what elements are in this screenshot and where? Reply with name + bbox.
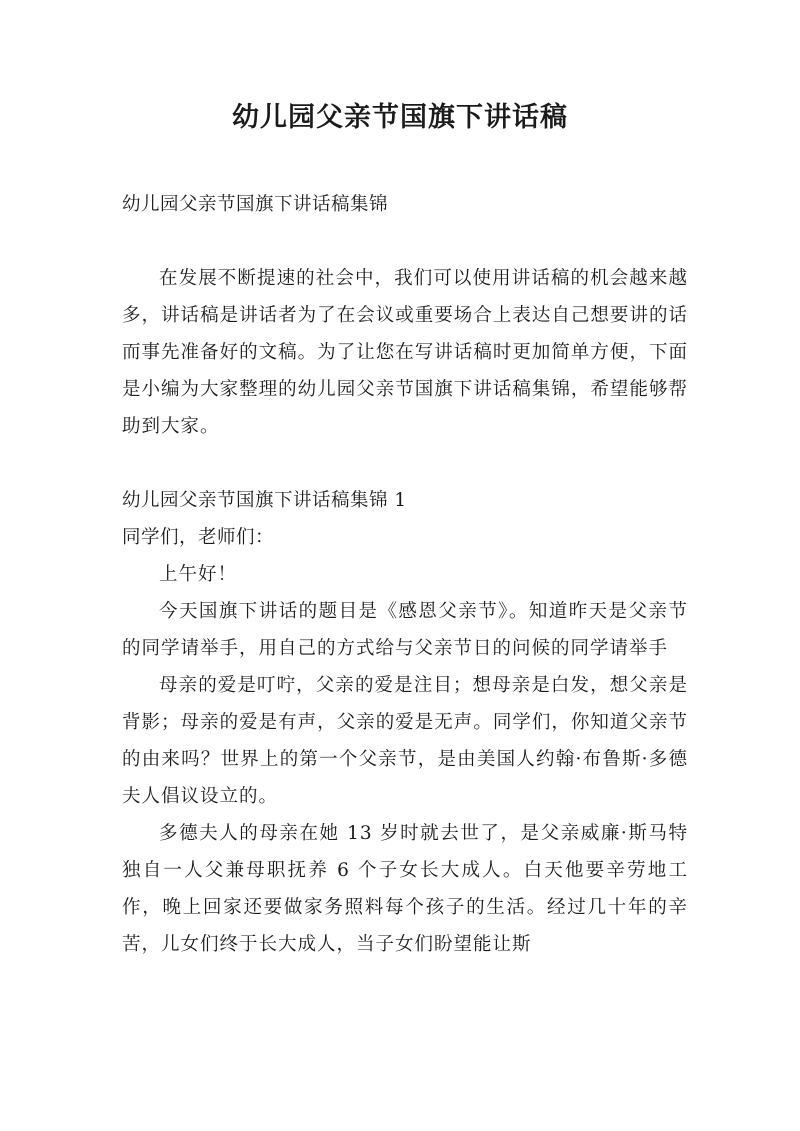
greeting: 上午好！ bbox=[159, 564, 238, 585]
document-subtitle: 幼儿园父亲节国旗下讲话稿集锦 bbox=[122, 194, 389, 215]
document-body bbox=[122, 186, 688, 963]
section-heading: 幼儿园父亲节国旗下讲话稿集锦 1 bbox=[122, 490, 407, 511]
body-paragraph: 母亲的爱是叮咛，父亲的爱是注目；想母亲是白发，想父亲是背影；母亲的爱是有声，父亲的爱是无声。同学们，你知道父亲节的由来吗？世界上的第一个父亲节，是由美国人约翰·布鲁斯·多德夫人倡议设立的。 bbox=[122, 675, 688, 807]
salutation: 同学们，老师们： bbox=[122, 527, 275, 548]
intro-paragraph: 在发展不断提速的社会中，我们可以使用讲话稿的机会越来越多，讲话稿是讲话者为了在会议或重要场合上表达自己想要讲的话而事先准备好的文稿。为了让您在写讲话稿时更加简单方便，下面是小编为大家整理的幼儿园父亲节国旗下讲话稿集锦，希望能够帮助到大家。 bbox=[122, 268, 688, 437]
document-title: 幼儿园父亲节国旗下讲话稿 bbox=[232, 102, 568, 133]
body-paragraph: 今天国旗下讲话的题目是《感恩父亲节》。知道昨天是父亲节的同学请举手，用自己的方式给与父亲节日的问候的同学请举手 bbox=[122, 601, 688, 659]
body-paragraph: 多德夫人的母亲在她 13 岁时就去世了，是父亲威廉·斯马特独自一人父兼母职抚养 6 个子女长大成人。白天他要辛劳地工作，晚上回家还要做家务照料每个孩子的生活。经过几十年的辛苦，儿女们终于长大成人，当子女们盼望能让斯 bbox=[122, 823, 688, 955]
